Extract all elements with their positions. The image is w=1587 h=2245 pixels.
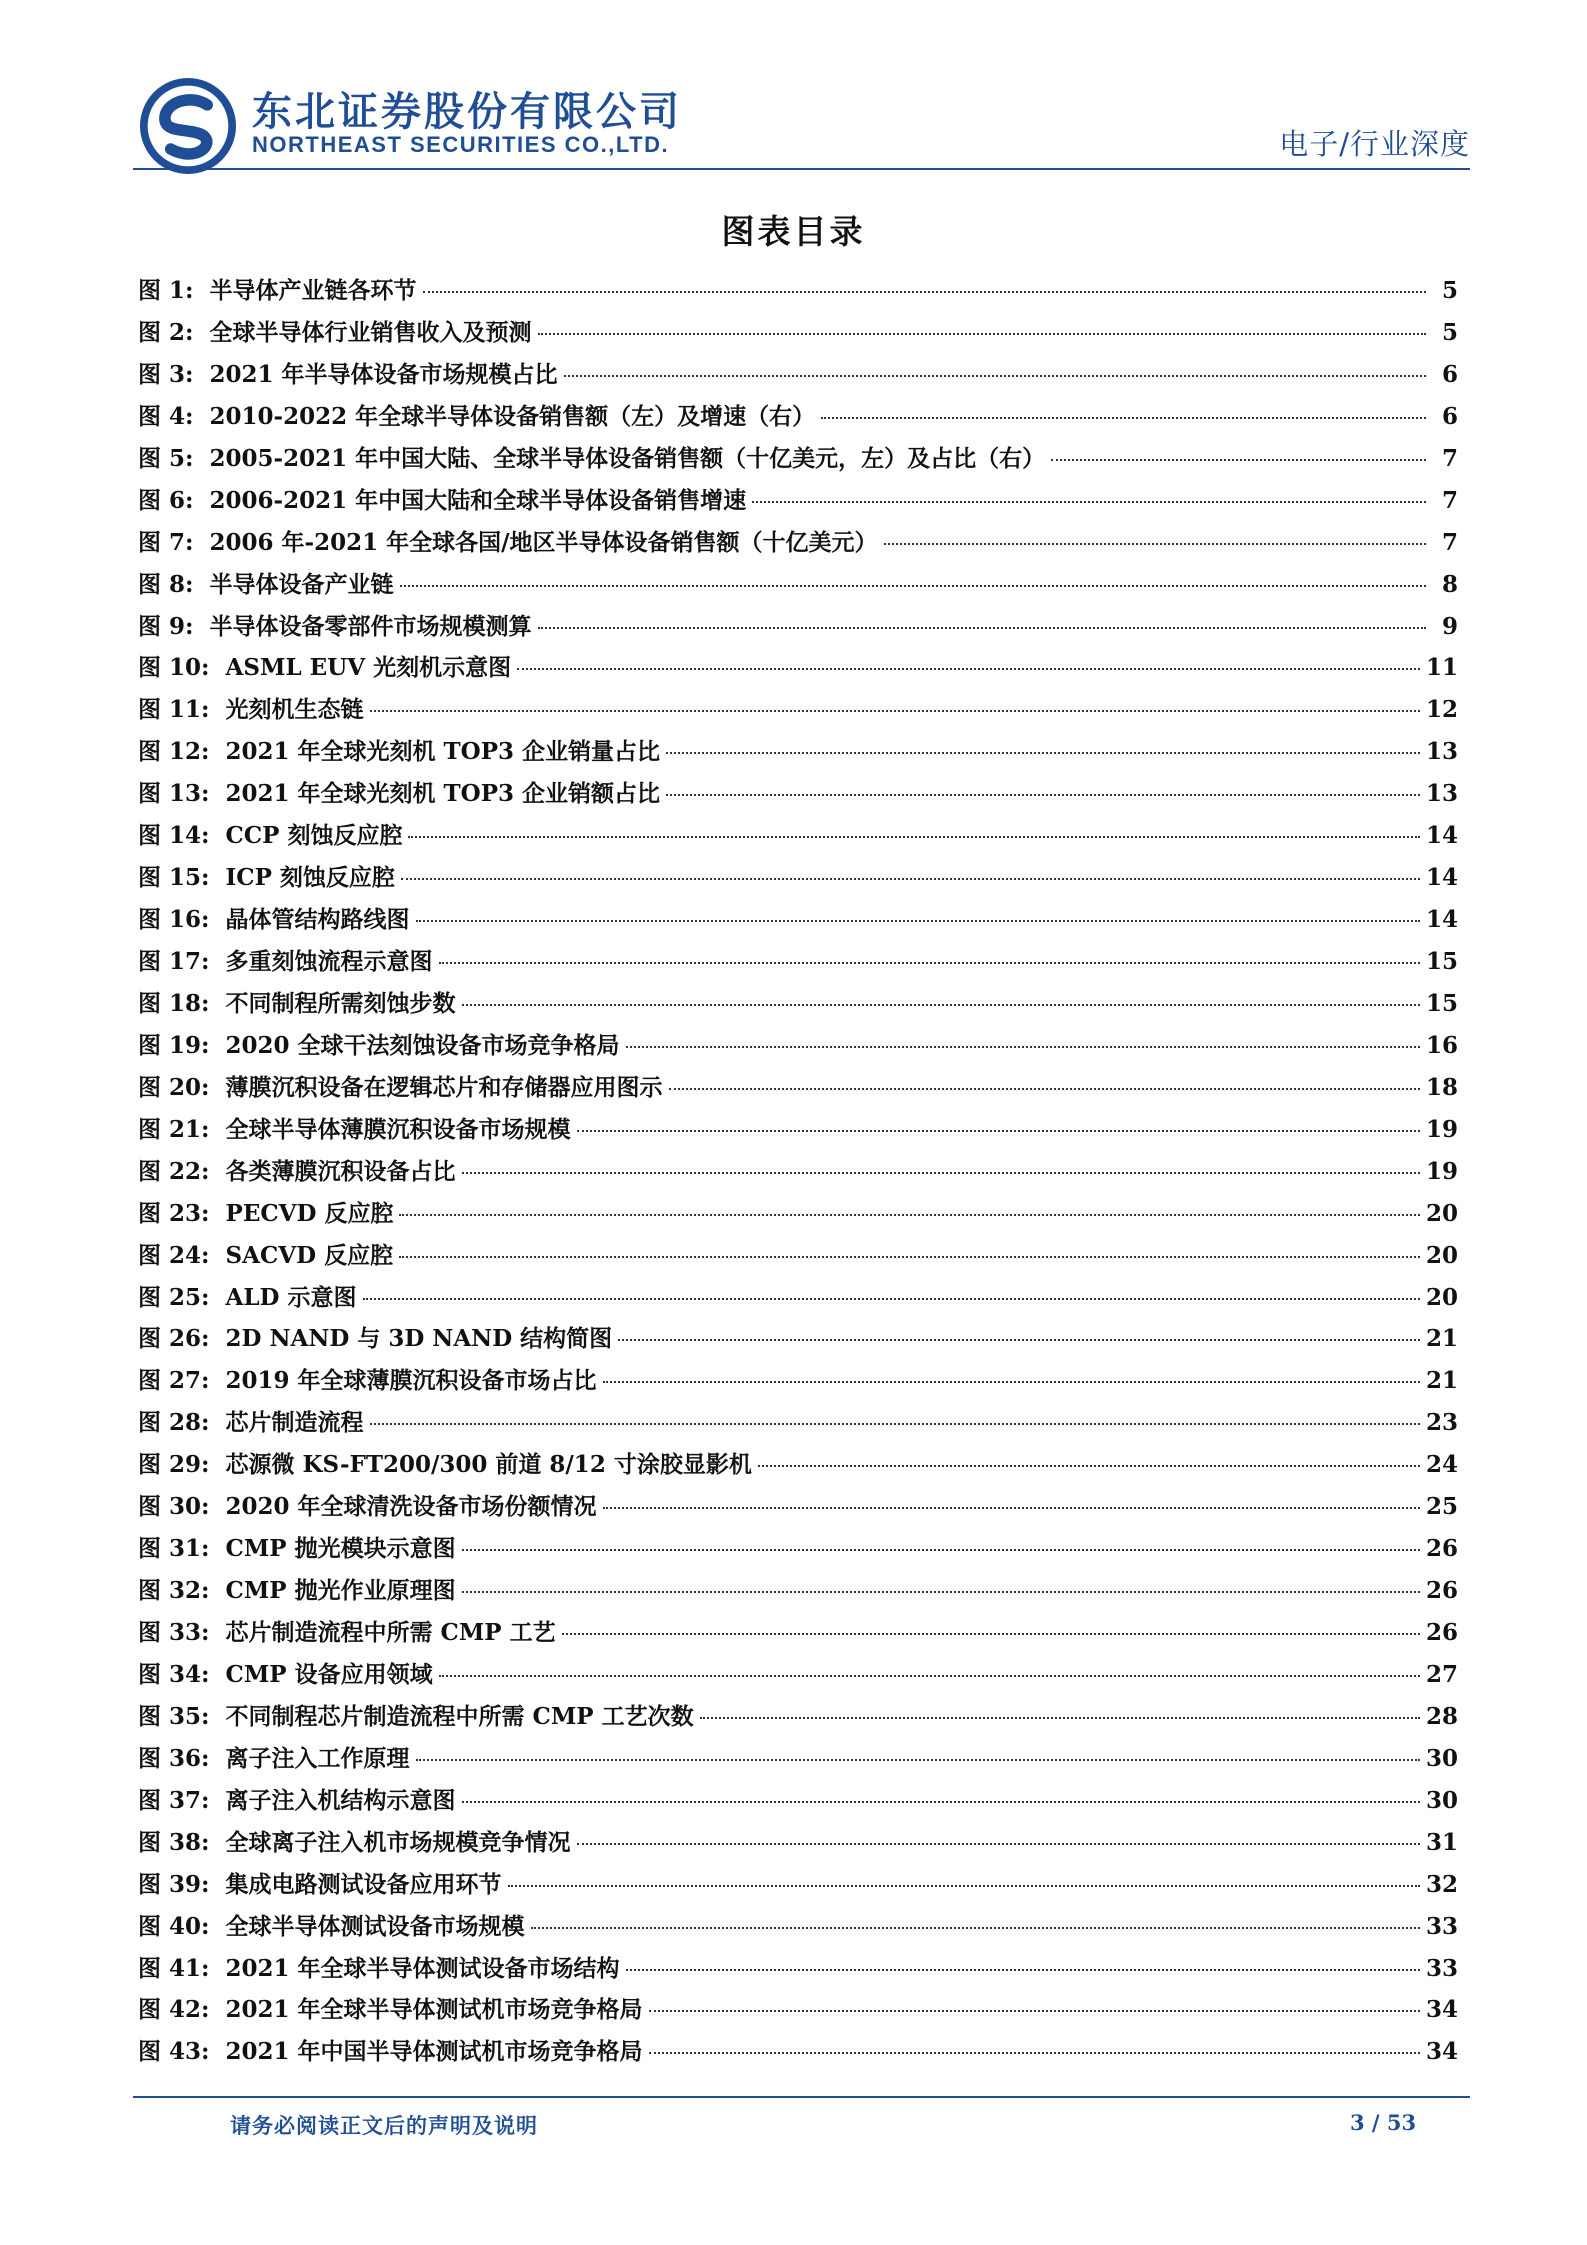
toc-page-number: 30 <box>1425 1786 1458 1814</box>
toc-entry[interactable] <box>138 901 1458 943</box>
toc-page-number: 16 <box>1425 1031 1458 1059</box>
toc-dot-leader <box>370 710 1420 712</box>
toc-title: 离子注入机结构示意图 <box>225 1786 456 1814</box>
toc-page-number: 6 <box>1441 402 1458 430</box>
toc-page-number: 30 <box>1425 1744 1458 1772</box>
toc-spacer <box>210 1493 226 1520</box>
toc-page-number: 14 <box>1425 906 1458 934</box>
toc-spacer <box>210 1871 226 1898</box>
toc-figure-label: 图 27: <box>138 1367 210 1395</box>
toc-spacer <box>210 1409 226 1436</box>
toc-spacer <box>210 1913 226 1940</box>
toc-page-number: 5 <box>1441 318 1458 346</box>
toc-entry[interactable] <box>138 1950 1458 1992</box>
toc-figure-label: 图 17: <box>138 948 210 975</box>
toc-page-number: 21 <box>1425 1325 1458 1353</box>
toc-title: 2021 年全球光刻机 TOP3 企业销额占比 <box>225 780 661 808</box>
toc-title: 不同制程所需刻蚀步数 <box>225 989 456 1017</box>
toc-title: 半导体设备产业链 <box>209 570 394 598</box>
toc-title: PECVD 反应腔 <box>225 1199 394 1227</box>
toc-dot-leader <box>821 417 1426 419</box>
toc-page-number: 31 <box>1425 1828 1458 1856</box>
toc-entry[interactable] <box>138 398 1458 440</box>
toc-page-number: 33 <box>1425 1912 1458 1940</box>
toc-figure-label: 图 21: <box>138 1115 210 1143</box>
toc-dot-leader <box>401 878 1420 880</box>
toc-figure-label: 图 7: <box>138 528 194 556</box>
toc-page-number: 14 <box>1425 864 1458 892</box>
toc-dot-leader <box>538 333 1426 335</box>
toc-figure-label: 图 28: <box>138 1409 210 1437</box>
toc-page-number: 9 <box>1441 612 1458 640</box>
toc-dot-leader <box>626 1046 1420 1048</box>
toc-spacer <box>210 1284 226 1311</box>
footer-divider <box>133 2096 1470 2098</box>
toc-figure-label: 图 5: <box>138 444 194 472</box>
toc-title: 半导体设备零部件市场规模测算 <box>209 612 532 640</box>
toc-spacer <box>194 277 210 304</box>
toc-page-number: 19 <box>1425 1157 1458 1185</box>
toc-page-number: 24 <box>1425 1451 1458 1479</box>
header-divider <box>133 168 1470 170</box>
toc-dot-leader <box>649 2052 1420 2054</box>
toc-figure-label: 图 8: <box>138 570 194 598</box>
toc-spacer <box>210 654 226 681</box>
toc-page-number: 20 <box>1425 1283 1458 1311</box>
toc-figure-label: 图 40: <box>138 1912 210 1940</box>
toc-page-number: 34 <box>1425 2038 1458 2066</box>
toc-spacer <box>210 1787 226 1814</box>
toc-dot-leader <box>399 1256 1420 1258</box>
toc-dot-leader <box>758 1465 1420 1467</box>
toc-entry[interactable] <box>138 2033 1458 2075</box>
toc-figure-label: 图 26: <box>138 1325 210 1353</box>
toc-spacer <box>210 1577 226 1604</box>
toc-page-number: 7 <box>1441 486 1458 514</box>
toc-entry[interactable] <box>138 1530 1458 1572</box>
toc-entry[interactable] <box>138 1824 1458 1866</box>
company-name-en: NORTHEAST SECURITIES CO.,LTD. <box>252 132 670 157</box>
toc-entry[interactable] <box>138 649 1458 691</box>
toc-page-number: 6 <box>1441 360 1458 388</box>
toc-spacer <box>194 571 210 598</box>
toc-dot-leader <box>416 1759 1420 1761</box>
toc-spacer <box>194 319 210 346</box>
toc-entry[interactable] <box>138 1153 1458 1195</box>
toc-page-number: 11 <box>1425 654 1458 682</box>
toc-spacer <box>210 1367 226 1394</box>
toc-spacer <box>210 1451 226 1478</box>
toc-page-number: 20 <box>1425 1241 1458 1269</box>
toc-page-number: 26 <box>1425 1535 1458 1563</box>
company-name-cn: 东北证券股份有限公司 <box>252 89 682 135</box>
toc-spacer <box>210 1703 226 1730</box>
toc-entry[interactable] <box>138 859 1458 901</box>
toc-title: 2021 年全球半导体测试设备市场结构 <box>225 1954 620 1982</box>
toc-figure-label: 图 25: <box>138 1283 210 1311</box>
toc-page-number: 23 <box>1425 1409 1458 1437</box>
toc-figure-label: 图 1: <box>138 277 194 304</box>
toc-figure-label: 图 34: <box>138 1660 210 1688</box>
toc-spacer <box>210 1200 226 1227</box>
toc-figure-label: 图 35: <box>138 1702 210 1730</box>
toc-title: 多重刻蚀流程示意图 <box>225 948 433 975</box>
toc-entry[interactable] <box>138 440 1458 482</box>
toc-entry[interactable] <box>138 608 1458 650</box>
toc-entry[interactable] <box>138 1488 1458 1530</box>
page-number: 3 / 53 <box>1350 2110 1417 2135</box>
toc-dot-leader <box>700 1717 1420 1719</box>
toc-dot-leader <box>399 1214 1420 1216</box>
toc-figure-label: 图 33: <box>138 1619 210 1646</box>
toc-spacer <box>210 822 226 849</box>
toc-dot-leader <box>462 1801 1420 1803</box>
toc-figure-label: 图 38: <box>138 1828 210 1856</box>
toc-spacer <box>210 696 226 723</box>
toc-page-number: 32 <box>1425 1870 1458 1898</box>
toc-figure-label: 图 43: <box>138 2038 210 2066</box>
toc-entry[interactable] <box>138 1362 1458 1404</box>
toc-dot-leader <box>752 501 1426 503</box>
toc-figure-label: 图 22: <box>138 1157 210 1185</box>
toc-figure-label: 图 30: <box>138 1493 210 1521</box>
toc-figure-label: 图 15: <box>138 864 210 892</box>
toc-figure-label: 图 41: <box>138 1954 210 1982</box>
page-header <box>140 72 1470 170</box>
toc-spacer <box>210 906 226 933</box>
toc-entry[interactable] <box>138 1991 1458 2033</box>
toc-entry[interactable] <box>138 1195 1458 1237</box>
toc-dot-leader <box>626 1969 1420 1971</box>
toc-spacer <box>210 1955 226 1982</box>
toc-entry[interactable] <box>138 566 1458 608</box>
toc-dot-leader <box>517 668 1420 670</box>
toc-title: 芯源微 KS-FT200/300 前道 8/12 寸涂胶显影机 <box>225 1451 752 1479</box>
toc-title: 不同制程芯片制造流程中所需 CMP 工艺次数 <box>225 1702 694 1730</box>
toc-title: 光刻机生态链 <box>225 696 364 724</box>
toc-figure-label: 图 37: <box>138 1786 210 1814</box>
page-current: 3 <box>1350 2110 1365 2135</box>
toc-spacer <box>210 738 226 765</box>
toc-spacer <box>210 1829 226 1856</box>
toc-page-number: 15 <box>1425 948 1458 975</box>
toc-entry[interactable] <box>138 356 1458 398</box>
toc-entry[interactable] <box>138 1572 1458 1614</box>
toc-title: CMP 抛光作业原理图 <box>225 1577 456 1605</box>
toc-entry[interactable] <box>138 733 1458 775</box>
toc-page-number: 7 <box>1441 528 1458 556</box>
toc-entry[interactable] <box>138 1614 1458 1656</box>
figure-list <box>138 272 1458 2075</box>
toc-dot-leader <box>603 1507 1420 1509</box>
toc-title: 晶体管结构路线图 <box>225 906 410 934</box>
toc-title: 离子注入工作原理 <box>225 1744 410 1772</box>
toc-dot-leader <box>666 752 1420 754</box>
toc-entry[interactable] <box>138 1237 1458 1279</box>
toc-figure-label: 图 11: <box>138 696 210 724</box>
toc-dot-leader <box>439 1675 1420 1677</box>
toc-entry[interactable] <box>138 1782 1458 1824</box>
toc-spacer <box>194 445 210 472</box>
toc-spacer <box>210 1745 226 1772</box>
toc-entry[interactable] <box>138 524 1458 566</box>
toc-entry[interactable] <box>138 1866 1458 1908</box>
toc-figure-label: 图 23: <box>138 1199 210 1227</box>
toc-dot-leader <box>603 1381 1420 1383</box>
toc-figure-label: 图 9: <box>138 612 194 640</box>
toc-figure-label: 图 13: <box>138 780 210 808</box>
toc-dot-leader <box>618 1339 1420 1341</box>
toc-figure-label: 图 2: <box>138 318 194 346</box>
toc-title: 2D NAND 与 3D NAND 结构简图 <box>225 1325 613 1353</box>
toc-page-number: 8 <box>1441 570 1458 598</box>
toc-title: ALD 示意图 <box>225 1283 357 1311</box>
toc-page-number: 12 <box>1425 696 1458 724</box>
toc-page-number: 7 <box>1441 444 1458 472</box>
toc-spacer <box>210 1242 226 1269</box>
toc-title: 全球半导体测试设备市场规模 <box>225 1912 525 1940</box>
toc-figure-label: 图 24: <box>138 1241 210 1269</box>
toc-dot-leader <box>439 962 1420 964</box>
toc-title: 2005-2021 年中国大陆、全球半导体设备销售额（十亿美元，左）及占比（右） <box>209 444 1046 472</box>
toc-page-number: 15 <box>1425 989 1458 1017</box>
toc-figure-label: 图 16: <box>138 906 210 934</box>
toc-spacer <box>210 948 226 975</box>
toc-entry[interactable] <box>138 1446 1458 1488</box>
toc-title: 集成电路测试设备应用环节 <box>225 1870 502 1898</box>
toc-page-number: 27 <box>1425 1660 1458 1688</box>
toc-page-number: 14 <box>1425 822 1458 850</box>
toc-title: 芯片制造流程中所需 CMP 工艺 <box>225 1619 556 1646</box>
toc-page-number: 33 <box>1425 1954 1458 1982</box>
company-logo-icon <box>140 78 236 174</box>
toc-title: CMP 设备应用领域 <box>225 1660 433 1688</box>
toc-spacer <box>210 1116 226 1143</box>
toc-figure-label: 图 19: <box>138 1031 210 1059</box>
toc-entry[interactable] <box>138 1698 1458 1740</box>
toc-figure-label: 图 39: <box>138 1870 210 1898</box>
toc-page-number: 20 <box>1425 1199 1458 1227</box>
page-total: 53 <box>1386 2110 1417 2135</box>
toc-spacer <box>210 1661 226 1688</box>
toc-dot-leader <box>562 1633 1420 1635</box>
toc-page-number: 13 <box>1425 738 1458 766</box>
toc-figure-label: 图 10: <box>138 654 210 682</box>
toc-entry[interactable] <box>138 1404 1458 1446</box>
toc-dot-leader <box>577 1130 1420 1132</box>
toc-spacer <box>194 361 210 388</box>
disclaimer-note: 请务必阅读正文后的声明及说明 <box>230 2114 538 2138</box>
toc-page-number: 25 <box>1425 1493 1458 1521</box>
toc-spacer <box>210 1158 226 1185</box>
toc-spacer <box>210 1325 226 1352</box>
toc-dot-leader <box>669 1088 1420 1090</box>
toc-entry[interactable] <box>138 1069 1458 1111</box>
toc-dot-leader <box>462 1591 1420 1593</box>
toc-entry[interactable] <box>138 1656 1458 1698</box>
toc-figure-label: 图 4: <box>138 402 194 430</box>
toc-title: 芯片制造流程 <box>225 1409 364 1437</box>
toc-title: 2010-2022 年全球半导体设备销售额（左）及增速（右） <box>209 402 816 430</box>
toc-dot-leader <box>531 1927 1420 1929</box>
toc-figure-label: 图 29: <box>138 1451 210 1479</box>
toc-spacer <box>210 1032 226 1059</box>
toc-entry[interactable] <box>138 1320 1458 1362</box>
toc-entry[interactable] <box>138 775 1458 817</box>
toc-title: 2006 年-2021 年全球各国/地区半导体设备销售额（十亿美元） <box>209 528 878 556</box>
toc-spacer <box>210 1074 226 1101</box>
toc-spacer <box>210 780 226 807</box>
toc-spacer <box>210 864 226 891</box>
toc-dot-leader <box>408 836 1420 838</box>
toc-figure-label: 图 32: <box>138 1577 210 1605</box>
toc-title: 2021 年半导体设备市场规模占比 <box>209 360 558 388</box>
toc-dot-leader <box>884 543 1426 545</box>
toc-entry[interactable] <box>138 817 1458 859</box>
toc-title: 2021 年全球半导体测试机市场竞争格局 <box>225 1996 643 2024</box>
toc-title: ASML EUV 光刻机示意图 <box>225 654 512 682</box>
toc-page-number: 26 <box>1425 1619 1458 1646</box>
toc-title: 半导体产业链各环节 <box>209 277 417 304</box>
toc-entry[interactable] <box>138 691 1458 733</box>
toc-title: SACVD 反应腔 <box>225 1241 394 1269</box>
toc-title: 各类薄膜沉积设备占比 <box>225 1157 456 1185</box>
toc-figure-label: 图 42: <box>138 1996 210 2024</box>
toc-title: 2021 年中国半导体测试机市场竞争格局 <box>225 2038 643 2066</box>
toc-page-number: 26 <box>1425 1577 1458 1605</box>
toc-entry[interactable] <box>138 1279 1458 1321</box>
toc-dot-leader <box>423 291 1426 293</box>
toc-dot-leader <box>370 1423 1420 1425</box>
toc-title: 薄膜沉积设备在逻辑芯片和存储器应用图示 <box>225 1073 663 1101</box>
toc-dot-leader <box>400 585 1426 587</box>
toc-spacer <box>194 613 210 640</box>
toc-spacer <box>194 529 210 556</box>
toc-page-number: 34 <box>1425 1996 1458 2024</box>
toc-title: ICP 刻蚀反应腔 <box>225 864 395 892</box>
toc-figure-label: 图 20: <box>138 1073 210 1101</box>
toc-figure-label: 图 14: <box>138 822 210 850</box>
toc-page-number: 5 <box>1441 277 1458 304</box>
toc-title: 2006-2021 年中国大陆和全球半导体设备销售增速 <box>209 486 747 514</box>
toc-spacer <box>210 1535 226 1562</box>
toc-spacer <box>210 990 226 1017</box>
toc-entry[interactable] <box>138 1111 1458 1153</box>
toc-entry[interactable] <box>138 1740 1458 1782</box>
toc-dot-leader <box>462 1004 1420 1006</box>
toc-entry[interactable] <box>138 943 1458 985</box>
toc-figure-label: 图 36: <box>138 1744 210 1772</box>
toc-page-number: 21 <box>1425 1367 1458 1395</box>
toc-spacer <box>210 1619 226 1646</box>
toc-dot-leader <box>416 920 1420 922</box>
toc-dot-leader <box>462 1549 1420 1551</box>
toc-dot-leader <box>564 375 1426 377</box>
toc-entry[interactable] <box>138 314 1458 356</box>
toc-dot-leader <box>462 1172 1420 1174</box>
toc-figure-label: 图 18: <box>138 989 210 1017</box>
toc-dot-leader <box>1051 459 1426 461</box>
report-category: 电子/行业深度 <box>1279 127 1470 161</box>
toc-title: 2020 年全球清洗设备市场份额情况 <box>225 1493 597 1521</box>
toc-title: 全球离子注入机市场规模竞争情况 <box>225 1828 571 1856</box>
toc-spacer <box>194 403 210 430</box>
toc-dot-leader <box>577 1843 1420 1845</box>
toc-title: 全球半导体薄膜沉积设备市场规模 <box>225 1115 571 1143</box>
toc-dot-leader <box>666 794 1420 796</box>
toc-page-number: 18 <box>1425 1073 1458 1101</box>
toc-title: 2019 年全球薄膜沉积设备市场占比 <box>225 1367 597 1395</box>
toc-spacer <box>210 1996 226 2023</box>
toc-page-number: 28 <box>1425 1702 1458 1730</box>
toc-figure-label: 图 31: <box>138 1535 210 1563</box>
toc-entry[interactable] <box>138 1027 1458 1069</box>
toc-entry[interactable] <box>138 985 1458 1027</box>
toc-title: 全球半导体行业销售收入及预测 <box>209 318 532 346</box>
toc-title: CCP 刻蚀反应腔 <box>225 822 403 850</box>
toc-dot-leader <box>538 627 1426 629</box>
toc-dot-leader <box>649 2010 1420 2012</box>
page-title: 图表目录 <box>721 212 866 251</box>
toc-dot-leader <box>363 1298 1420 1300</box>
toc-entry[interactable] <box>138 1908 1458 1950</box>
toc-spacer <box>194 487 210 514</box>
toc-title: 2021 年全球光刻机 TOP3 企业销量占比 <box>225 738 661 766</box>
toc-page-number: 13 <box>1425 780 1458 808</box>
toc-title: 2020 全球干法刻蚀设备市场竞争格局 <box>225 1031 620 1059</box>
toc-figure-label: 图 12: <box>138 738 210 766</box>
toc-dot-leader <box>508 1885 1420 1887</box>
toc-entry[interactable] <box>138 482 1458 524</box>
toc-figure-label: 图 6: <box>138 486 194 514</box>
toc-entry[interactable] <box>138 272 1458 314</box>
toc-title: CMP 抛光模块示意图 <box>225 1535 456 1563</box>
toc-spacer <box>210 2038 226 2065</box>
toc-page-number: 19 <box>1425 1115 1458 1143</box>
toc-figure-label: 图 3: <box>138 360 194 388</box>
